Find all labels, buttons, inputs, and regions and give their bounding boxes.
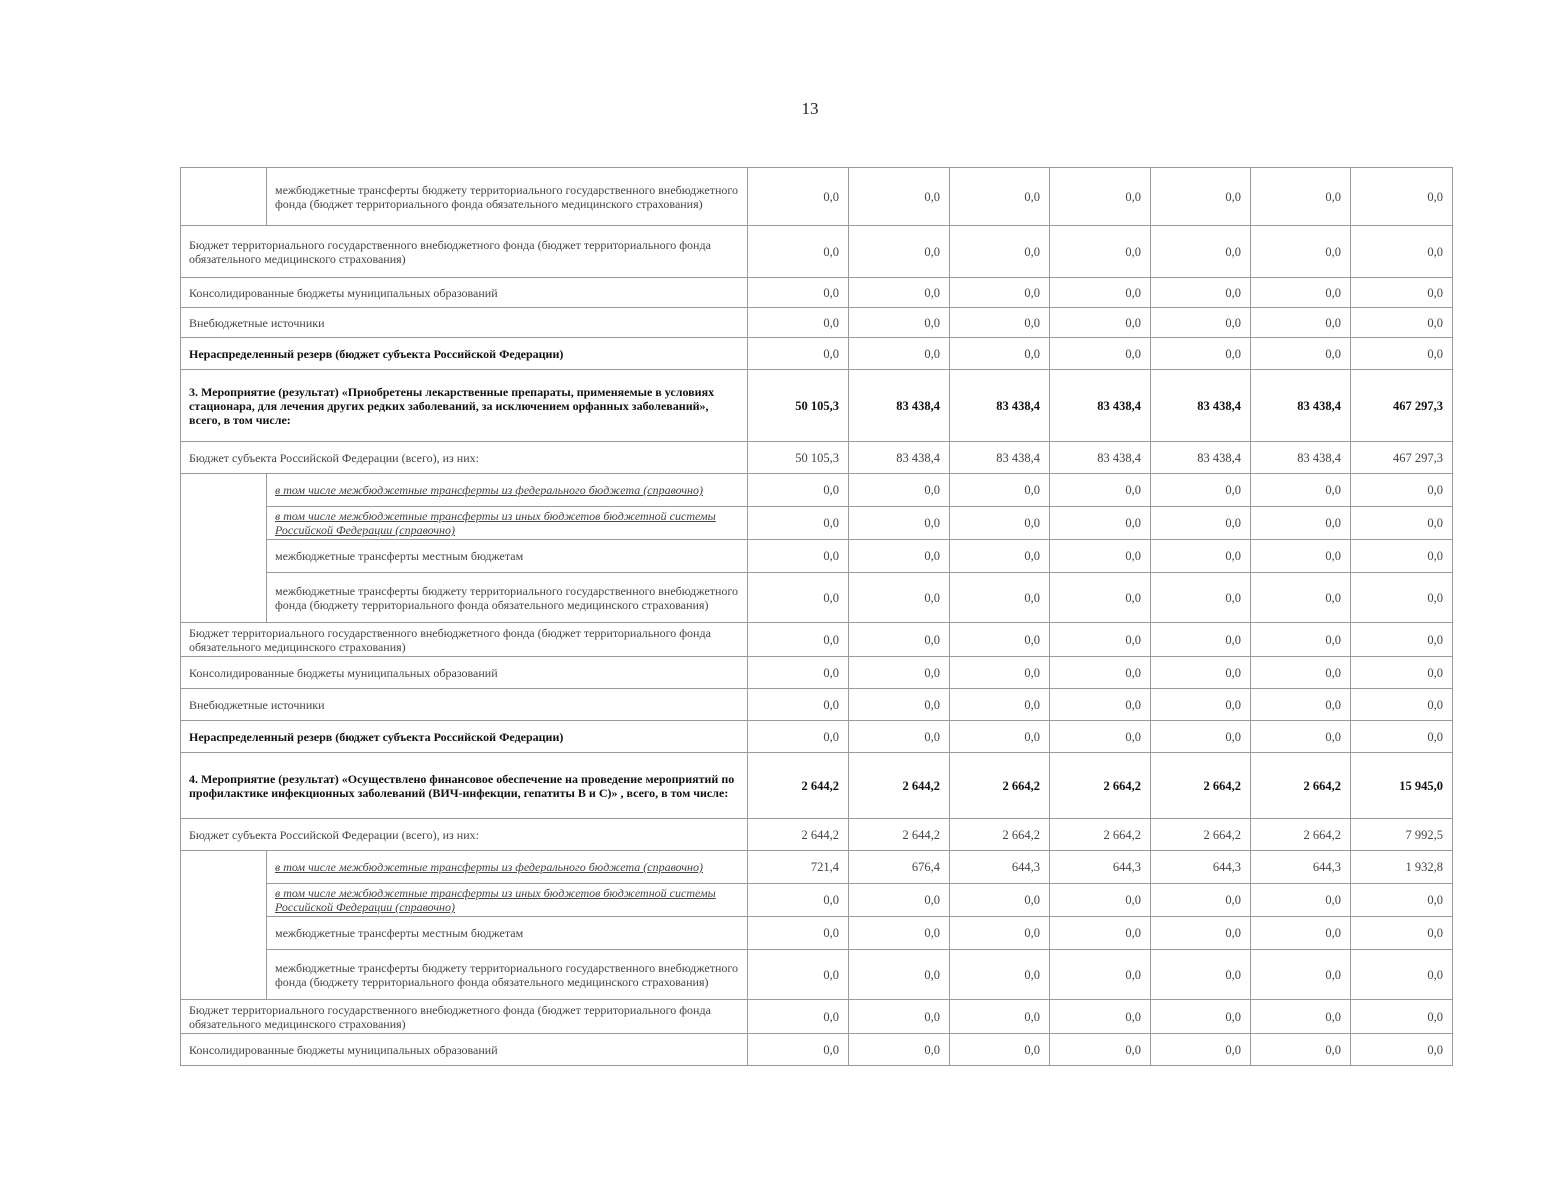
table-row bbox=[181, 278, 1453, 308]
value-cell: 50 105,3 bbox=[748, 370, 849, 442]
value-cell: 0,0 bbox=[1151, 226, 1251, 278]
value-cell: 83 438,4 bbox=[950, 442, 1050, 474]
value-cell: 0,0 bbox=[1050, 1000, 1151, 1034]
value-cell: 467 297,3 bbox=[1351, 442, 1453, 474]
value-cell: 0,0 bbox=[1151, 278, 1251, 308]
value-cell: 0,0 bbox=[849, 540, 950, 573]
value-cell: 0,0 bbox=[1050, 657, 1151, 689]
value-cell: 0,0 bbox=[950, 1000, 1050, 1034]
value-cell: 0,0 bbox=[1351, 623, 1453, 657]
row-label bbox=[267, 851, 748, 884]
value-cell: 0,0 bbox=[950, 474, 1050, 507]
value-cell: 0,0 bbox=[849, 573, 950, 623]
value-cell: 721,4 bbox=[748, 851, 849, 884]
row-label-text: в том числе межбюджетные трансферты из иных бюджетов бюджетной системы Российской Федерации (справочно) bbox=[275, 886, 716, 914]
table-row bbox=[181, 338, 1453, 370]
table-row bbox=[181, 917, 1453, 950]
value-cell: 0,0 bbox=[748, 540, 849, 573]
value-cell: 0,0 bbox=[748, 474, 849, 507]
value-cell: 0,0 bbox=[1351, 573, 1453, 623]
row-label: межбюджетные трансферты бюджету территориального государственного внебюджетного фонда (бюджету территориального фонда обязательного медицинского страхования) bbox=[267, 573, 748, 623]
table-row bbox=[181, 657, 1453, 689]
value-cell: 0,0 bbox=[1050, 623, 1151, 657]
value-cell: 0,0 bbox=[1151, 308, 1251, 338]
event-row bbox=[181, 753, 1453, 819]
value-cell: 0,0 bbox=[1351, 226, 1453, 278]
value-cell: 0,0 bbox=[748, 338, 849, 370]
value-cell: 0,0 bbox=[748, 657, 849, 689]
value-cell: 2 644,2 bbox=[849, 753, 950, 819]
value-cell: 0,0 bbox=[1050, 540, 1151, 573]
value-cell: 0,0 bbox=[849, 884, 950, 917]
table-row bbox=[181, 623, 1453, 657]
row-label: межбюджетные трансферты бюджету территориального государственного внебюджетного фонда (бюджету территориального фонда обязательного медицинского страхования) bbox=[267, 950, 748, 1000]
value-cell: 0,0 bbox=[849, 623, 950, 657]
value-cell: 0,0 bbox=[1151, 623, 1251, 657]
value-cell: 0,0 bbox=[950, 226, 1050, 278]
value-cell: 83 438,4 bbox=[1050, 442, 1151, 474]
value-cell: 0,0 bbox=[950, 884, 1050, 917]
row-label: Бюджет территориального государственного внебюджетного фонда (бюджет территориального фонда обязательного медицинского страхования) bbox=[181, 623, 748, 657]
value-cell: 0,0 bbox=[950, 540, 1050, 573]
row-label bbox=[267, 507, 748, 540]
value-cell: 0,0 bbox=[849, 168, 950, 226]
value-cell: 0,0 bbox=[1251, 884, 1351, 917]
row-label: Бюджет субъекта Российской Федерации (всего), из них: bbox=[181, 442, 748, 474]
value-cell: 0,0 bbox=[950, 338, 1050, 370]
value-cell: 0,0 bbox=[1050, 168, 1151, 226]
value-cell: 0,0 bbox=[748, 623, 849, 657]
value-cell: 0,0 bbox=[1351, 689, 1453, 721]
row-label: Консолидированные бюджеты муниципальных образований bbox=[181, 657, 748, 689]
value-cell: 644,3 bbox=[1050, 851, 1151, 884]
value-cell: 0,0 bbox=[748, 689, 849, 721]
table-row bbox=[181, 689, 1453, 721]
value-cell: 2 664,2 bbox=[1251, 753, 1351, 819]
value-cell: 0,0 bbox=[1351, 338, 1453, 370]
value-cell: 0,0 bbox=[849, 338, 950, 370]
value-cell: 1 932,8 bbox=[1351, 851, 1453, 884]
row-label: Бюджет территориального государственного внебюджетного фонда (бюджет территориального фонда обязательного медицинского страхования) bbox=[181, 226, 748, 278]
value-cell: 0,0 bbox=[748, 308, 849, 338]
value-cell: 0,0 bbox=[950, 689, 1050, 721]
value-cell: 83 438,4 bbox=[950, 370, 1050, 442]
table-row bbox=[181, 721, 1453, 753]
value-cell: 0,0 bbox=[1251, 168, 1351, 226]
value-cell: 644,3 bbox=[1251, 851, 1351, 884]
value-cell: 0,0 bbox=[1251, 507, 1351, 540]
value-cell: 0,0 bbox=[1050, 226, 1151, 278]
table-row bbox=[181, 1034, 1453, 1066]
value-cell: 0,0 bbox=[849, 657, 950, 689]
value-cell: 0,0 bbox=[1151, 689, 1251, 721]
value-cell: 0,0 bbox=[1151, 917, 1251, 950]
value-cell: 0,0 bbox=[1151, 474, 1251, 507]
value-cell: 0,0 bbox=[1251, 1000, 1351, 1034]
value-cell: 2 664,2 bbox=[950, 753, 1050, 819]
row-label: межбюджетные трансферты местным бюджетам bbox=[267, 540, 748, 573]
row-label: Консолидированные бюджеты муниципальных образований bbox=[181, 1034, 748, 1066]
value-cell: 0,0 bbox=[1251, 623, 1351, 657]
value-cell: 0,0 bbox=[1251, 474, 1351, 507]
value-cell: 0,0 bbox=[1050, 689, 1151, 721]
row-label: Консолидированные бюджеты муниципальных образований bbox=[181, 278, 748, 308]
value-cell: 0,0 bbox=[1351, 657, 1453, 689]
value-cell: 0,0 bbox=[950, 168, 1050, 226]
value-cell: 0,0 bbox=[1050, 573, 1151, 623]
row-label-text: в том числе межбюджетные трансферты из федерального бюджета (справочно) bbox=[275, 483, 703, 497]
row-label: Нераспределенный резерв (бюджет субъекта Российской Федерации) bbox=[181, 721, 748, 753]
value-cell: 0,0 bbox=[1351, 278, 1453, 308]
value-cell: 0,0 bbox=[849, 226, 950, 278]
value-cell: 0,0 bbox=[849, 1000, 950, 1034]
value-cell: 0,0 bbox=[748, 721, 849, 753]
value-cell: 0,0 bbox=[748, 950, 849, 1000]
value-cell: 0,0 bbox=[1151, 338, 1251, 370]
value-cell: 50 105,3 bbox=[748, 442, 849, 474]
value-cell: 0,0 bbox=[748, 917, 849, 950]
value-cell: 0,0 bbox=[1050, 308, 1151, 338]
value-cell: 2 664,2 bbox=[1151, 819, 1251, 851]
event-label: 3. Мероприятие (результат) «Приобретены лекарственные препараты, применяемые в условиях стационара, для лечения других редких заболеваний, за исключением орфанных заболеваний», всего, в том числе: bbox=[181, 370, 748, 442]
table-row bbox=[181, 573, 1453, 623]
row-label-text: в том числе межбюджетные трансферты из федерального бюджета (справочно) bbox=[275, 860, 703, 874]
row-label: Нераспределенный резерв (бюджет субъекта Российской Федерации) bbox=[181, 338, 748, 370]
value-cell: 0,0 bbox=[849, 917, 950, 950]
value-cell: 0,0 bbox=[950, 573, 1050, 623]
table-row bbox=[181, 540, 1453, 573]
value-cell: 0,0 bbox=[1151, 1000, 1251, 1034]
value-cell: 83 438,4 bbox=[849, 370, 950, 442]
row-label: межбюджетные трансферты местным бюджетам bbox=[267, 917, 748, 950]
table-row bbox=[181, 507, 1453, 540]
value-cell: 0,0 bbox=[1351, 1034, 1453, 1066]
indent-cell bbox=[181, 474, 267, 623]
value-cell: 0,0 bbox=[1151, 657, 1251, 689]
value-cell: 0,0 bbox=[1050, 884, 1151, 917]
value-cell: 0,0 bbox=[1351, 540, 1453, 573]
value-cell: 2 664,2 bbox=[1251, 819, 1351, 851]
table-row bbox=[181, 168, 1453, 226]
value-cell: 0,0 bbox=[1351, 507, 1453, 540]
value-cell: 0,0 bbox=[1251, 278, 1351, 308]
table-row bbox=[181, 851, 1453, 884]
row-label: межбюджетные трансферты бюджету территориального государственного внебюджетного фонда (бюджет территориального фонда обязательного медицинского страхования) bbox=[267, 168, 748, 226]
value-cell: 0,0 bbox=[950, 950, 1050, 1000]
value-cell: 2 664,2 bbox=[1151, 753, 1251, 819]
value-cell: 0,0 bbox=[1151, 721, 1251, 753]
value-cell: 0,0 bbox=[1050, 507, 1151, 540]
value-cell: 0,0 bbox=[1251, 917, 1351, 950]
table-row bbox=[181, 474, 1453, 507]
value-cell: 644,3 bbox=[1151, 851, 1251, 884]
table-row bbox=[181, 884, 1453, 917]
value-cell: 0,0 bbox=[1151, 507, 1251, 540]
value-cell: 0,0 bbox=[1151, 1034, 1251, 1066]
value-cell: 0,0 bbox=[950, 1034, 1050, 1066]
value-cell: 0,0 bbox=[950, 278, 1050, 308]
value-cell: 0,0 bbox=[950, 917, 1050, 950]
value-cell: 0,0 bbox=[748, 507, 849, 540]
value-cell: 0,0 bbox=[849, 721, 950, 753]
value-cell: 0,0 bbox=[849, 689, 950, 721]
value-cell: 0,0 bbox=[1050, 721, 1151, 753]
value-cell: 83 438,4 bbox=[1151, 442, 1251, 474]
value-cell: 0,0 bbox=[950, 657, 1050, 689]
page-number: 13 bbox=[801, 99, 819, 118]
value-cell: 0,0 bbox=[1050, 950, 1151, 1000]
value-cell: 0,0 bbox=[1151, 573, 1251, 623]
row-label: Внебюджетные источники bbox=[181, 308, 748, 338]
event-label: 4. Мероприятие (результат) «Осуществлено финансовое обеспечение на проведение мероприятий по профилактике инфекционных заболеваний (ВИЧ-инфекции, гепатиты В и С)» , всего, в том числе: bbox=[181, 753, 748, 819]
value-cell: 15 945,0 bbox=[1351, 753, 1453, 819]
value-cell: 2 644,2 bbox=[748, 753, 849, 819]
value-cell: 0,0 bbox=[1351, 308, 1453, 338]
value-cell: 0,0 bbox=[950, 308, 1050, 338]
row-label: Внебюджетные источники bbox=[181, 689, 748, 721]
value-cell: 0,0 bbox=[1151, 540, 1251, 573]
value-cell: 0,0 bbox=[1351, 884, 1453, 917]
value-cell: 7 992,5 bbox=[1351, 819, 1453, 851]
value-cell: 0,0 bbox=[1351, 721, 1453, 753]
value-cell: 0,0 bbox=[748, 1000, 849, 1034]
event-row bbox=[181, 370, 1453, 442]
value-cell: 2 644,2 bbox=[748, 819, 849, 851]
row-label bbox=[267, 884, 748, 917]
value-cell: 0,0 bbox=[1151, 950, 1251, 1000]
budget-table bbox=[180, 167, 1453, 1066]
value-cell: 2 644,2 bbox=[849, 819, 950, 851]
value-cell: 0,0 bbox=[1351, 1000, 1453, 1034]
value-cell: 0,0 bbox=[748, 168, 849, 226]
value-cell: 0,0 bbox=[1251, 338, 1351, 370]
value-cell: 0,0 bbox=[1251, 950, 1351, 1000]
value-cell: 0,0 bbox=[849, 1034, 950, 1066]
value-cell: 0,0 bbox=[1251, 540, 1351, 573]
value-cell: 0,0 bbox=[1050, 338, 1151, 370]
value-cell: 467 297,3 bbox=[1351, 370, 1453, 442]
value-cell: 0,0 bbox=[1351, 950, 1453, 1000]
value-cell: 2 664,2 bbox=[950, 819, 1050, 851]
value-cell: 0,0 bbox=[950, 721, 1050, 753]
value-cell: 83 438,4 bbox=[849, 442, 950, 474]
value-cell: 0,0 bbox=[1351, 168, 1453, 226]
value-cell: 0,0 bbox=[1251, 308, 1351, 338]
value-cell: 0,0 bbox=[1050, 474, 1151, 507]
value-cell: 0,0 bbox=[849, 950, 950, 1000]
row-label bbox=[267, 474, 748, 507]
value-cell: 0,0 bbox=[1251, 657, 1351, 689]
table-row bbox=[181, 1000, 1453, 1034]
table-row bbox=[181, 226, 1453, 278]
value-cell: 0,0 bbox=[748, 1034, 849, 1066]
row-label: Бюджет территориального государственного внебюджетного фонда (бюджет территориального фонда обязательного медицинского страхования) bbox=[181, 1000, 748, 1034]
row-label-text: в том числе межбюджетные трансферты из иных бюджетов бюджетной системы Российской Федерации (справочно) bbox=[275, 509, 716, 537]
value-cell: 0,0 bbox=[748, 573, 849, 623]
value-cell: 0,0 bbox=[849, 507, 950, 540]
value-cell: 0,0 bbox=[1151, 884, 1251, 917]
value-cell: 0,0 bbox=[950, 507, 1050, 540]
value-cell: 0,0 bbox=[748, 226, 849, 278]
value-cell: 0,0 bbox=[1050, 917, 1151, 950]
row-label: Бюджет субъекта Российской Федерации (всего), из них: bbox=[181, 819, 748, 851]
value-cell: 0,0 bbox=[1050, 1034, 1151, 1066]
value-cell: 83 438,4 bbox=[1050, 370, 1151, 442]
value-cell: 0,0 bbox=[1251, 721, 1351, 753]
value-cell: 0,0 bbox=[748, 884, 849, 917]
value-cell: 0,0 bbox=[1251, 226, 1351, 278]
value-cell: 0,0 bbox=[1351, 474, 1453, 507]
table-row bbox=[181, 819, 1453, 851]
value-cell: 83 438,4 bbox=[1151, 370, 1251, 442]
value-cell: 0,0 bbox=[849, 474, 950, 507]
value-cell: 83 438,4 bbox=[1251, 442, 1351, 474]
value-cell: 0,0 bbox=[1251, 573, 1351, 623]
value-cell: 0,0 bbox=[950, 623, 1050, 657]
value-cell: 2 664,2 bbox=[1050, 819, 1151, 851]
table-row bbox=[181, 950, 1453, 1000]
table-row bbox=[181, 308, 1453, 338]
value-cell: 0,0 bbox=[1251, 689, 1351, 721]
value-cell: 0,0 bbox=[748, 278, 849, 308]
value-cell: 0,0 bbox=[1251, 1034, 1351, 1066]
indent-cell bbox=[181, 168, 267, 226]
value-cell: 676,4 bbox=[849, 851, 950, 884]
value-cell: 0,0 bbox=[1151, 168, 1251, 226]
value-cell: 0,0 bbox=[1050, 278, 1151, 308]
value-cell: 0,0 bbox=[849, 278, 950, 308]
indent-cell bbox=[181, 851, 267, 1000]
table-row bbox=[181, 442, 1453, 474]
value-cell: 83 438,4 bbox=[1251, 370, 1351, 442]
value-cell: 0,0 bbox=[1351, 917, 1453, 950]
value-cell: 0,0 bbox=[849, 308, 950, 338]
value-cell: 2 664,2 bbox=[1050, 753, 1151, 819]
value-cell: 644,3 bbox=[950, 851, 1050, 884]
